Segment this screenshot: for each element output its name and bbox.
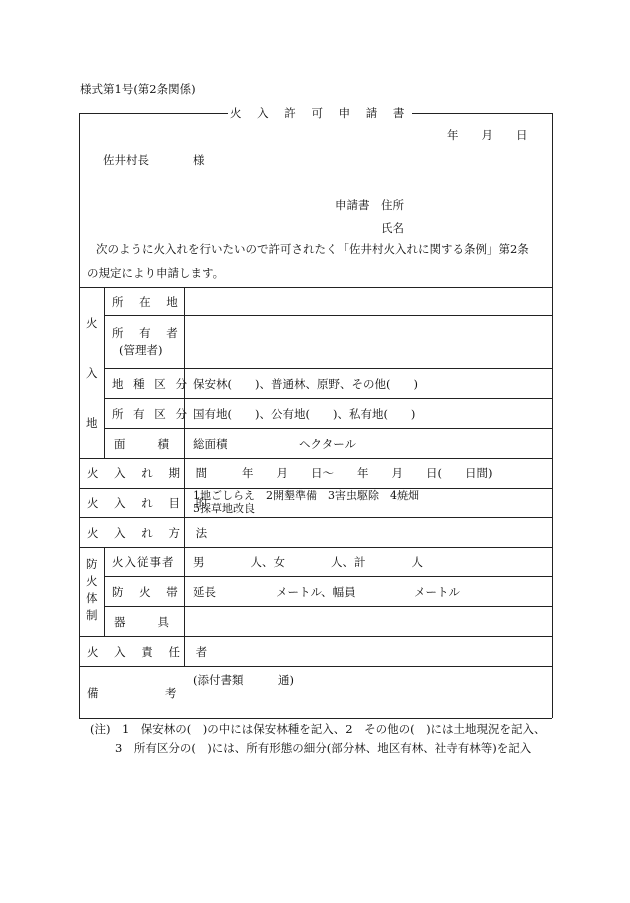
equipment-label: 器 具 <box>114 615 172 629</box>
row-divider <box>104 398 552 399</box>
row-divider <box>104 428 552 429</box>
responsible-label: 火 入 責 任 者 <box>87 645 214 659</box>
row-divider <box>104 368 552 369</box>
purpose-value-line-2: 5採草地改良 <box>193 502 255 515</box>
area-value-unit: ヘクタール <box>299 437 357 451</box>
area-label: 面 積 <box>114 437 172 451</box>
ownership-class-label: 所 有 区 分 <box>112 407 190 421</box>
addressee: 佐井村長 <box>103 153 149 167</box>
firebreak-label: 防 火 帯 <box>112 585 184 599</box>
row-divider <box>79 517 552 518</box>
row-divider <box>79 636 552 637</box>
owner-label: 所 有 者 <box>112 326 184 340</box>
area-value-prefix: 総面積 <box>193 437 228 451</box>
table-top-border <box>79 287 552 288</box>
owner-sublabel: (管理者) <box>119 343 163 357</box>
workers-value[interactable]: 男 人、女 人、計 人 <box>193 555 423 569</box>
notes-line-2: 3 所有区分の( )には、所有形態の細分(部分林、地区有林、社寺有林等)を記入 <box>115 741 532 755</box>
frame-left-border <box>79 113 80 718</box>
frame-right-border <box>552 113 553 718</box>
applicant-label: 申請書 <box>335 198 370 212</box>
intro-line-2: の規定により申請します。 <box>87 266 225 280</box>
remarks-label-left: 備 <box>87 686 99 700</box>
form-number-label: 様式第1号(第2条関係) <box>80 82 196 96</box>
firebreak-length-label: 延長 <box>193 585 216 599</box>
address-label: 住所 <box>381 198 404 212</box>
site-group-char: 火 <box>86 316 98 330</box>
location-label: 所 在 地 <box>112 295 184 309</box>
land-class-label: 地 種 区 分 <box>112 377 190 391</box>
fire-system-char: 制 <box>86 608 98 622</box>
row-divider <box>104 576 552 577</box>
intro-line-1: 次のように火入れを行いたいので許可されたく「佐井村火入れに関する条例」第2条 <box>96 242 529 256</box>
row-divider <box>79 666 552 667</box>
name-label: 氏名 <box>381 221 404 235</box>
row-divider <box>104 315 552 316</box>
period-label: 火 入 れ 期 間 <box>87 466 214 480</box>
remarks-value[interactable]: (添付書類 通) <box>193 673 294 687</box>
honorific: 様 <box>193 153 205 167</box>
notes-line-1: (注) 1 保安林の( )の中には保安林種を記入、2 その他の( )には土地現況を記入、 <box>90 722 546 736</box>
method-label: 火 入 れ 方 法 <box>87 526 214 540</box>
land-class-value[interactable]: 保安林( )、普通林、原野、その他( ) <box>193 377 418 391</box>
row-divider <box>79 458 552 459</box>
frame-bottom-border <box>79 718 552 719</box>
form-title: 火 入 許 可 申 請 書 <box>230 106 411 120</box>
ownership-class-value[interactable]: 国有地( )、公有地( )、私有地( ) <box>193 407 416 421</box>
firebreak-length-unit: メートル、幅員 <box>276 585 356 599</box>
firebreak-width-unit: メートル <box>414 585 460 599</box>
purpose-label: 火 入 れ 目 的 <box>87 496 214 510</box>
site-group-char: 地 <box>86 416 98 430</box>
remarks-label-right: 考 <box>165 686 177 700</box>
site-group-char: 入 <box>86 366 98 380</box>
fire-system-char: 防 <box>86 557 98 571</box>
period-value[interactable]: 年 月 日～ 年 月 日( 日間) <box>242 466 493 480</box>
workers-label: 火入従事者 <box>112 555 175 569</box>
group-column-divider <box>104 287 105 458</box>
row-divider <box>79 547 552 548</box>
fire-system-char: 体 <box>86 591 98 605</box>
row-divider <box>104 606 552 607</box>
date-line: 年 月 日 <box>447 128 528 142</box>
fire-system-char: 火 <box>86 574 98 588</box>
group-column-divider <box>104 547 105 636</box>
purpose-value-line-1: 1地ごしらえ 2開墾準備 3害虫駆除 4焼畑 <box>193 489 419 502</box>
